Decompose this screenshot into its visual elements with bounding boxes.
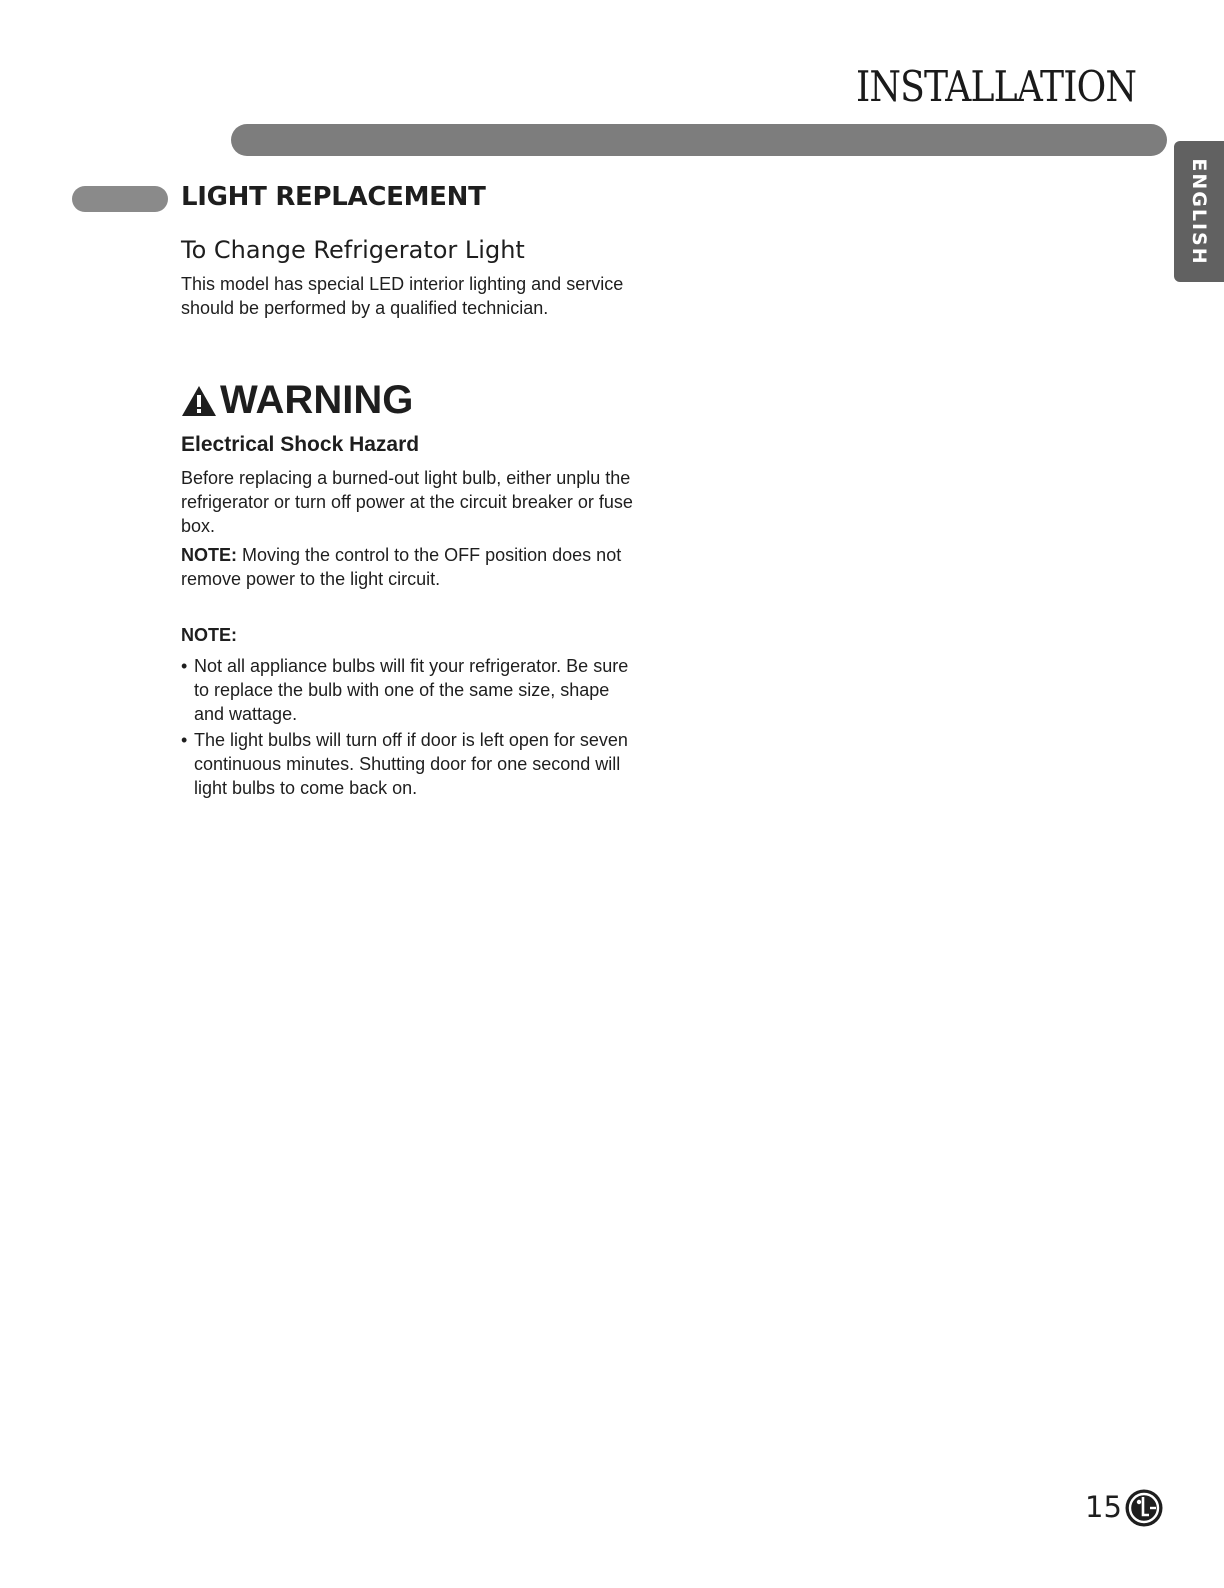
section-marker xyxy=(72,186,168,212)
notes-list xyxy=(170,654,640,802)
header-divider-bar xyxy=(231,124,1167,156)
warning-heading-text: WARNING xyxy=(220,378,414,422)
bullet-icon: • xyxy=(181,656,188,676)
hazard-paragraph: Before replacing a burned-out light bulb, either unplu the refrigerator or turn off power at the circuit breaker or fuse box. xyxy=(181,468,633,536)
page-header-title: INSTALLATION xyxy=(856,62,1137,111)
list-item xyxy=(170,654,640,726)
lg-logo-icon xyxy=(1124,1488,1164,1528)
intro-paragraph: This model has special LED interior lighting and service should be performed by a qualified technician. xyxy=(181,274,624,318)
section-title: LIGHT REPLACEMENT xyxy=(181,182,486,212)
warning-note-text: Moving the control to the OFF position does not remove power to the light circuit. xyxy=(181,545,622,589)
warning-note xyxy=(181,543,651,591)
warning-note-label: NOTE: xyxy=(181,545,237,565)
language-tab xyxy=(1174,141,1224,282)
warning-triangle-icon xyxy=(180,384,218,418)
warning-heading xyxy=(180,378,413,423)
page-number: 15 xyxy=(1085,1490,1122,1524)
bullet-icon: • xyxy=(181,730,188,750)
subsection-title: To Change Refrigerator Light xyxy=(181,236,525,264)
language-tab-label: ENGLISH xyxy=(1188,157,1210,266)
list-item xyxy=(170,728,640,800)
notes-heading: NOTE: xyxy=(181,625,237,645)
list-item-text: Not all appliance bulbs will fit your refrigerator. Be sure to replace the bulb with one of the same size, shape and wattage. xyxy=(194,656,629,724)
hazard-title: Electrical Shock Hazard xyxy=(181,433,420,456)
list-item-text: The light bulbs will turn off if door is left open for seven continuous minutes. Shutting door for one second will light bulbs to come back on. xyxy=(194,730,628,798)
